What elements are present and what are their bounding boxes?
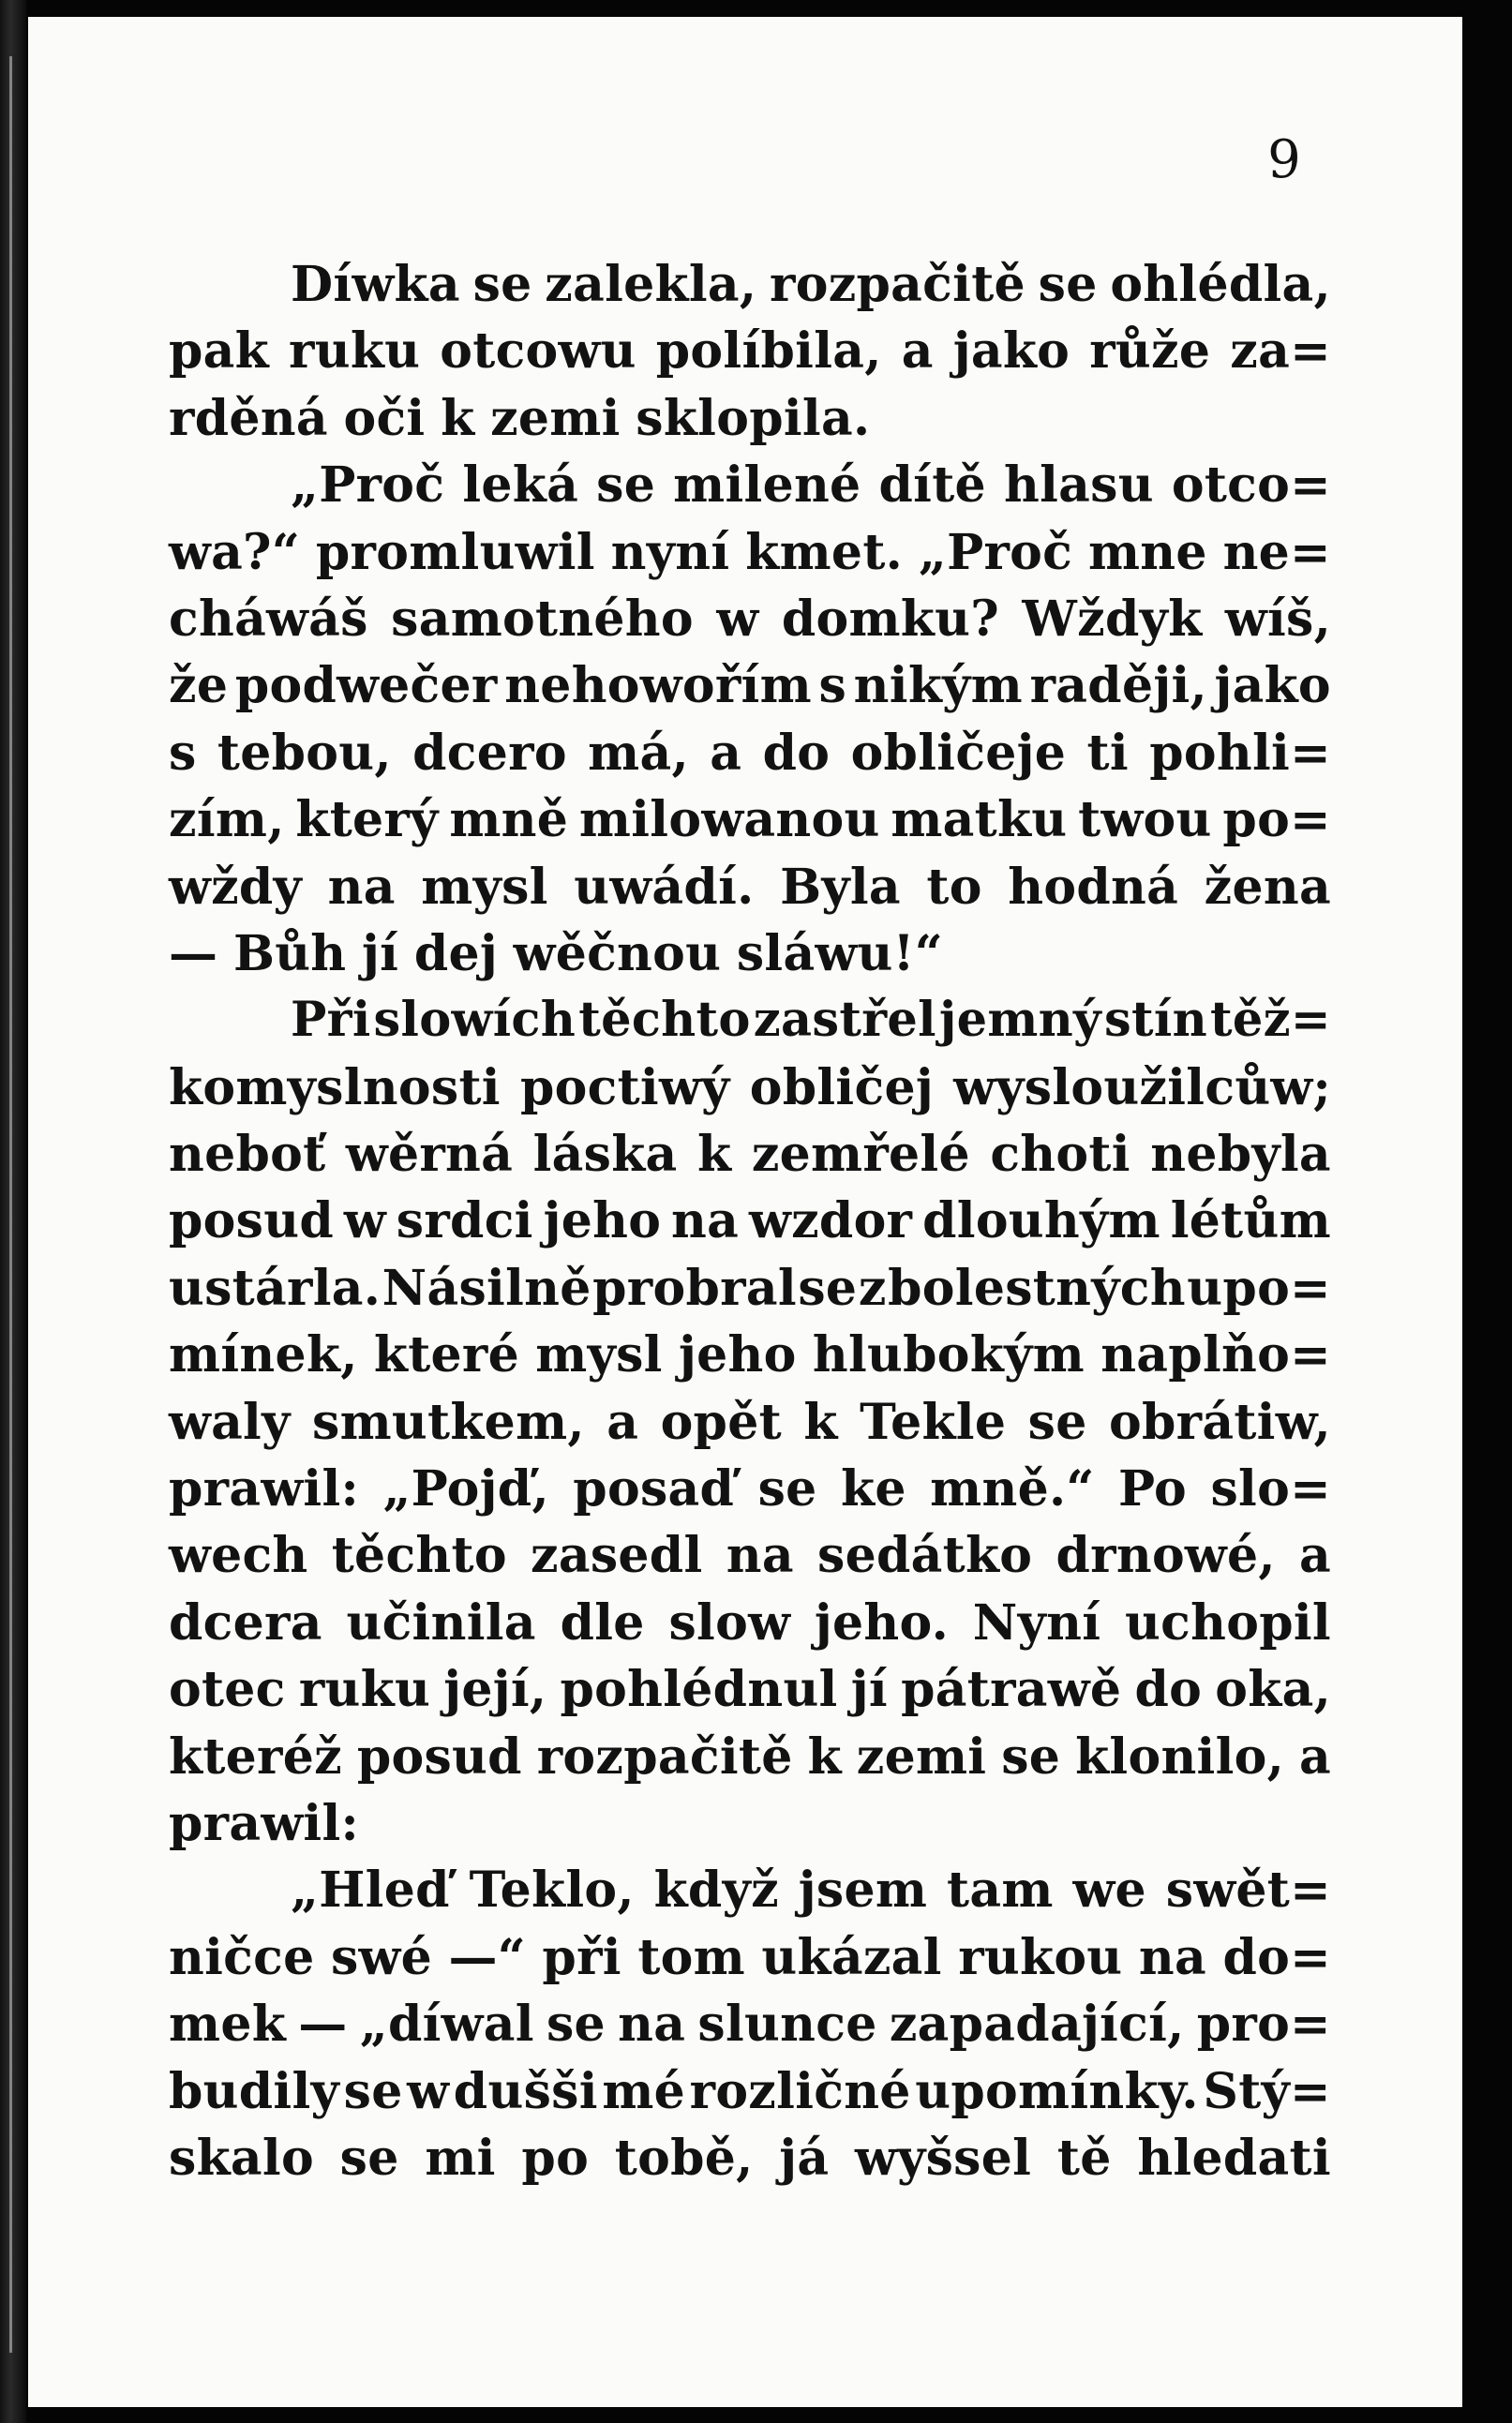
text-word: otec: [169, 1661, 286, 1719]
text-line: [169, 925, 1331, 992]
text-word: z: [858, 1259, 887, 1317]
text-word: pak: [169, 322, 269, 381]
text-word: mínek,: [169, 1326, 358, 1384]
text-word: na: [618, 1996, 686, 2054]
text-word: ruku: [298, 1661, 431, 1719]
text-line: [169, 657, 1331, 724]
text-word: Bůh: [232, 924, 347, 982]
text-word: se: [472, 256, 532, 313]
text-word: oka,: [1215, 1661, 1331, 1719]
text-word: skalo: [169, 2129, 314, 2187]
text-line: [169, 1661, 1331, 1728]
text-word: podwečer: [234, 657, 498, 715]
text-word: a: [710, 724, 742, 782]
text-word: wěrná: [345, 1126, 514, 1184]
text-word: klonilo,: [1075, 1728, 1285, 1786]
text-word: pátrawě: [901, 1661, 1122, 1719]
text-word: sklopila.: [636, 389, 871, 447]
text-line: [169, 859, 1331, 925]
text-word: naplňo=: [1100, 1326, 1331, 1384]
text-word: prawil:: [169, 1794, 360, 1852]
text-word: které: [373, 1326, 519, 1384]
text-word: po: [521, 2129, 590, 2187]
text-word: bolestných: [888, 1259, 1186, 1317]
text-word: wždy: [169, 858, 303, 916]
text-word: zalekla,: [545, 256, 757, 313]
text-word: wyšsel: [855, 2129, 1032, 2187]
text-word: zím,: [169, 791, 285, 849]
text-word: uwádí.: [574, 858, 755, 916]
text-word: poctiwý: [520, 1058, 730, 1116]
text-word: srdci: [396, 1192, 533, 1250]
text-line: [169, 1728, 1331, 1795]
text-word: jemný: [938, 992, 1101, 1049]
text-word: k: [441, 389, 475, 447]
text-line: [169, 2130, 1331, 2196]
text-word: na: [327, 858, 396, 916]
text-line: [169, 591, 1331, 657]
book-page: [28, 17, 1462, 2407]
text-word: oči: [343, 389, 426, 447]
text-line: [169, 1527, 1331, 1593]
text-word: pohlédnul: [560, 1661, 838, 1719]
text-word: obličej: [749, 1058, 934, 1116]
text-line: [169, 1996, 1331, 2062]
text-word: ne=: [1222, 523, 1331, 581]
text-word: milowanou: [578, 791, 880, 849]
text-word: Tekle: [860, 1393, 1007, 1451]
text-word: dej: [413, 924, 498, 982]
text-word: prawil:: [169, 1460, 360, 1518]
text-word: a: [606, 1393, 639, 1451]
text-word: raději,: [1029, 657, 1207, 715]
text-word: hlubokým: [812, 1326, 1085, 1384]
text-word: wysloužilcůw;: [953, 1058, 1331, 1116]
text-line: [169, 1326, 1331, 1393]
text-word: ruku: [289, 322, 421, 381]
text-word: „Proč: [918, 523, 1073, 581]
text-word: který: [295, 791, 439, 849]
text-word: Při: [291, 992, 371, 1049]
text-word: uchopil: [1125, 1593, 1331, 1652]
text-word: ke: [841, 1460, 906, 1518]
text-word: mně.“: [930, 1460, 1095, 1518]
text-word: dušši: [453, 2062, 598, 2120]
book-gutter: [0, 0, 26, 2423]
text-word: těž=: [1210, 992, 1331, 1049]
text-word: leká: [462, 456, 579, 515]
text-word: žena: [1204, 858, 1331, 916]
text-word: w: [343, 1192, 386, 1250]
text-word: slo=: [1210, 1460, 1331, 1518]
text-word: nehowořím: [504, 657, 812, 715]
text-word: „díwal: [359, 1996, 534, 2054]
text-word: jako: [952, 322, 1070, 381]
text-word: létům: [1170, 1192, 1331, 1250]
text-line: [169, 256, 1331, 322]
text-word: políbila,: [655, 322, 882, 381]
text-word: posud: [356, 1728, 522, 1786]
text-word: twou: [1078, 791, 1212, 849]
text-word: se: [798, 1259, 858, 1317]
text-word: k: [803, 1393, 838, 1451]
text-word: Byla: [780, 858, 901, 916]
text-word: na: [671, 1192, 740, 1250]
text-word: sláwu!“: [736, 924, 943, 982]
text-word: zemi: [856, 1728, 987, 1786]
text-word: w: [407, 2062, 450, 2120]
text-word: hlasu: [1003, 456, 1154, 515]
text-word: jeho: [543, 1192, 662, 1250]
text-word: a: [1298, 1728, 1331, 1786]
text-line: [169, 725, 1331, 791]
text-line: [169, 992, 1331, 1058]
text-line: [169, 390, 1331, 456]
text-word: —“: [448, 1928, 526, 1986]
text-word: zasedl: [531, 1527, 703, 1585]
text-word: ustárla.: [169, 1259, 382, 1317]
text-word: rděná: [169, 389, 328, 447]
text-word: se: [1001, 1728, 1061, 1786]
text-word: těchto: [331, 1527, 507, 1585]
text-word: rozpačitě: [536, 1728, 793, 1786]
text-word: tebou,: [217, 724, 392, 782]
text-word: upo=: [1187, 1259, 1331, 1317]
text-word: mi: [425, 2129, 496, 2187]
text-word: matku: [891, 791, 1068, 849]
text-line: [169, 524, 1331, 591]
text-line: [169, 2063, 1331, 2130]
text-word: swět=: [1165, 1862, 1331, 1920]
text-word: že: [169, 657, 229, 715]
text-word: a: [901, 322, 934, 381]
text-word: wzdor: [749, 1192, 913, 1250]
text-word: Nyní: [972, 1593, 1101, 1652]
text-word: za=: [1230, 322, 1331, 381]
text-word: jsem: [798, 1862, 928, 1920]
text-line: [169, 1059, 1331, 1126]
text-word: se: [1038, 256, 1098, 313]
text-word: zapadající,: [889, 1996, 1185, 2054]
text-word: se: [1027, 1393, 1087, 1451]
text-word: komyslnosti: [169, 1058, 501, 1116]
text-word: jí: [850, 1661, 888, 1719]
text-word: se: [757, 1460, 817, 1518]
text-word: k: [697, 1126, 732, 1184]
text-word: na: [726, 1527, 794, 1585]
text-word: na: [1138, 1928, 1206, 1986]
text-word: dlouhým: [922, 1192, 1160, 1250]
text-word: upomínky.: [915, 2062, 1199, 2120]
text-word: Wždyk: [1022, 590, 1203, 648]
page-text-block: [169, 256, 1331, 2196]
text-word: budily: [169, 2062, 340, 2120]
text-word: slow: [668, 1593, 791, 1652]
text-word: Násilně: [382, 1259, 591, 1317]
text-word: obličeje: [850, 724, 1067, 782]
text-word: nebyla: [1150, 1126, 1331, 1184]
text-line: [169, 1862, 1331, 1928]
text-word: wíš,: [1224, 590, 1331, 648]
text-word: do=: [1222, 1928, 1331, 1986]
text-word: Po: [1118, 1460, 1188, 1518]
text-line: [169, 1795, 1331, 1862]
text-word: zemřelé: [751, 1126, 970, 1184]
text-word: „Pojď,: [382, 1460, 549, 1518]
text-word: má,: [588, 724, 689, 782]
text-line: [169, 791, 1331, 858]
text-word: mně: [449, 791, 569, 849]
text-word: dítě: [878, 456, 986, 515]
text-line: [169, 1260, 1331, 1326]
text-word: se: [343, 2062, 403, 2120]
text-line: [169, 1460, 1331, 1527]
text-word: milené: [673, 456, 861, 515]
text-word: we: [1072, 1862, 1146, 1920]
text-word: neboť: [169, 1126, 326, 1184]
text-word: drnowé,: [1055, 1527, 1276, 1585]
text-word: wěčnou: [513, 924, 722, 982]
text-word: „Proč: [291, 456, 445, 515]
text-word: Teklo,: [469, 1862, 635, 1920]
text-word: mysl: [421, 858, 548, 916]
text-word: to: [926, 858, 982, 916]
text-word: tam: [947, 1862, 1054, 1920]
text-word: pro=: [1196, 1996, 1331, 2054]
text-word: po=: [1222, 791, 1331, 849]
text-word: sedátko: [817, 1527, 1033, 1585]
text-word: Díwka: [291, 256, 460, 313]
text-word: hledati: [1137, 2129, 1331, 2187]
text-word: se: [339, 2129, 399, 2187]
text-word: opět: [660, 1393, 782, 1451]
text-word: jeho.: [814, 1593, 949, 1652]
text-word: zastřel: [753, 992, 936, 1049]
text-line: [169, 1394, 1331, 1460]
text-word: mysl: [535, 1326, 663, 1384]
text-word: když: [653, 1862, 779, 1920]
text-word: tom: [637, 1928, 745, 1986]
text-word: otcowu: [440, 322, 636, 381]
text-word: její,: [443, 1661, 547, 1719]
text-word: já: [779, 2129, 830, 2187]
text-word: stín: [1104, 992, 1207, 1049]
text-word: těchto: [578, 992, 751, 1049]
text-word: choti: [990, 1126, 1130, 1184]
text-word: mé: [602, 2062, 686, 2120]
text-word: mne: [1087, 523, 1207, 581]
text-word: s: [169, 724, 197, 782]
text-word: wa?“: [169, 523, 301, 581]
text-word: růže: [1089, 322, 1211, 381]
text-word: slunce: [697, 1996, 877, 2054]
text-word: ti: [1086, 724, 1129, 782]
text-word: zemi: [490, 389, 621, 447]
gutter-edge-line: [9, 56, 12, 2353]
text-word: samotného: [391, 590, 694, 648]
text-word: rukou: [958, 1928, 1123, 1986]
page-number: 9: [1267, 129, 1301, 190]
text-word: jako: [1214, 657, 1331, 715]
text-word: dcera: [169, 1593, 322, 1652]
text-word: nyní: [610, 523, 730, 581]
text-word: cháwáš: [169, 590, 368, 648]
text-word: jeho: [679, 1326, 797, 1384]
text-word: dle: [560, 1593, 645, 1652]
text-line: [169, 1126, 1331, 1192]
text-word: swé: [330, 1928, 432, 1986]
text-word: se: [596, 456, 656, 515]
text-word: smutkem,: [312, 1393, 585, 1451]
text-word: „Hleď: [291, 1862, 450, 1920]
text-word: se: [546, 1996, 606, 2054]
text-word: domku?: [781, 590, 999, 648]
text-word: waly: [169, 1393, 291, 1451]
text-word: kmet.: [745, 523, 904, 581]
text-word: s: [818, 657, 847, 715]
text-word: ukázal: [761, 1928, 942, 1986]
text-word: tobě,: [614, 2129, 754, 2187]
text-word: posaď: [573, 1460, 735, 1518]
text-word: obrátiw,: [1109, 1393, 1331, 1451]
text-line: [169, 1929, 1331, 1996]
text-word: dcero: [412, 724, 567, 782]
text-word: Stý=: [1203, 2062, 1331, 2120]
text-word: k: [807, 1728, 842, 1786]
text-word: při: [542, 1928, 621, 1986]
text-word: učinila: [346, 1593, 536, 1652]
text-word: slowích: [373, 992, 576, 1049]
text-word: do: [762, 724, 831, 782]
text-word: nikým: [853, 657, 1023, 715]
text-line: [169, 322, 1331, 389]
text-word: w: [716, 590, 759, 648]
text-word: —: [169, 924, 218, 982]
text-word: mek: [169, 1996, 287, 2054]
text-word: rozpačitě: [770, 256, 1025, 313]
text-word: rozličné: [689, 2062, 911, 2120]
text-word: jí: [362, 924, 399, 982]
text-word: ohlédla,: [1110, 256, 1331, 313]
text-word: wech: [169, 1527, 308, 1585]
text-word: probral: [592, 1259, 797, 1317]
text-word: pohli=: [1149, 724, 1331, 782]
text-word: ničce: [169, 1928, 315, 1986]
text-word: otco=: [1171, 456, 1331, 515]
text-word: do: [1134, 1661, 1203, 1719]
text-word: kteréž: [169, 1728, 342, 1786]
text-word: láska: [532, 1126, 678, 1184]
text-line: [169, 1192, 1331, 1259]
text-word: tě: [1056, 2129, 1112, 2187]
text-word: promluwil: [315, 523, 595, 581]
text-word: a: [1299, 1527, 1331, 1585]
text-word: posud: [169, 1192, 334, 1250]
text-line: [169, 456, 1331, 523]
text-line: [169, 1594, 1331, 1661]
text-word: —: [298, 1996, 348, 2054]
text-word: hodná: [1008, 858, 1179, 916]
